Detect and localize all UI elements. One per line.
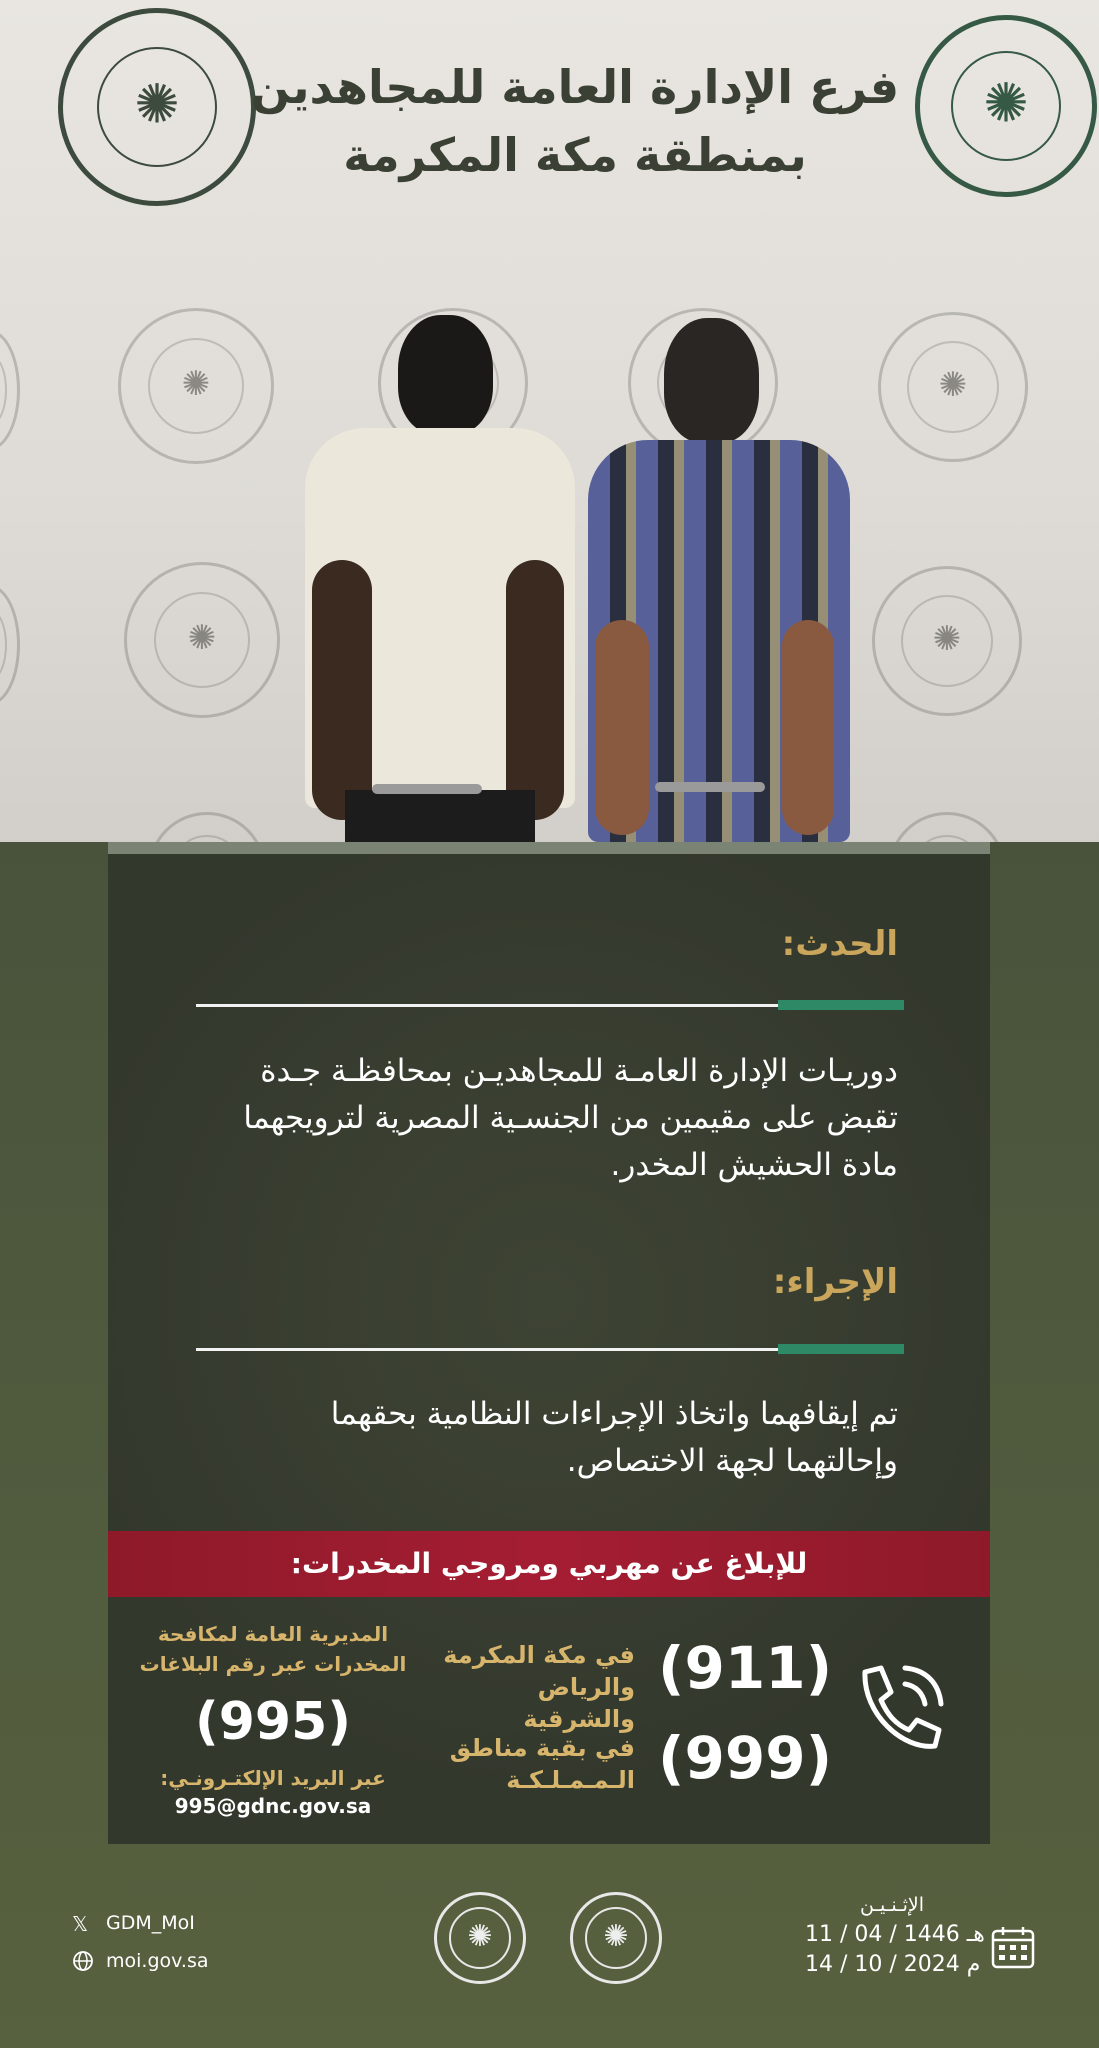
report-banner: للإبلاغ عن مهربي ومروجي المخدرات:: [108, 1531, 990, 1597]
wall-seal: [878, 312, 1028, 462]
wall-seal: [118, 308, 274, 464]
wall-seal: [0, 330, 20, 450]
moi-seal-left: [58, 8, 256, 206]
date-gregorian: 14 / 10 / 2024 م: [805, 1952, 981, 1977]
palm-emblem-icon: ✺: [187, 618, 217, 658]
hotline-911: (911): [658, 1634, 833, 1702]
wall-seal: [148, 812, 266, 842]
palm-emblem-icon: ✺: [134, 72, 180, 136]
detainee-pants: [345, 790, 535, 842]
date-day: الإثـنـيـن: [860, 1894, 925, 1916]
hotline-999-label-2: الـمـمـلـكـة: [506, 1766, 635, 1794]
hotline-999: (999): [658, 1724, 833, 1792]
arrest-photo: [0, 0, 1099, 842]
detainee-head: [398, 315, 493, 435]
detainee-arm: [782, 620, 834, 835]
action-line-2: وإحالتهما لجهة الاختصاص.: [566, 1443, 898, 1479]
moi-logo: [570, 1892, 662, 1984]
palm-emblem-icon: ✺: [467, 1918, 493, 1954]
handcuffs: [372, 784, 482, 794]
hotline-999-label-1: في بقية مناطق: [449, 1734, 635, 1762]
photo-title-line2: بمنطقة مكة المكرمة: [343, 128, 807, 182]
info-panel: [108, 842, 990, 1844]
event-line-2: تقبض على مقيمين من الجنسـية المصرية لترويجهما: [243, 1100, 898, 1136]
wall-seal: [872, 566, 1022, 716]
action-line-1: تم إيقافهما واتخاذ الإجراءات النظامية بحقهما: [330, 1396, 898, 1432]
event-divider-accent: [778, 1000, 904, 1010]
palm-emblem-icon: ✺: [603, 1918, 629, 1954]
calendar-icon: [990, 1924, 1036, 1970]
event-line-3: مادة الحشيش المخدر.: [610, 1147, 898, 1183]
gdnc-title-2: المخدرات عبر رقم البلاغات: [139, 1652, 407, 1676]
hotline-911-label-1: في مكة المكرمة: [443, 1641, 635, 1669]
phone-icon: [843, 1654, 953, 1764]
gdnc-email[interactable]: 995@gdnc.gov.sa: [174, 1794, 372, 1818]
date-hijri: 11 / 04 / 1446 هـ: [805, 1922, 985, 1947]
event-line-1: دوريـات الإدارة العامـة للمجاهديـن بمحافظـة جـدة: [260, 1053, 898, 1089]
globe-icon: [72, 1950, 94, 1972]
wall-seal: [0, 585, 20, 705]
event-divider: [196, 1004, 790, 1007]
x-handle[interactable]: GDM_MoI: [106, 1912, 195, 1934]
detainee-arm: [312, 560, 372, 820]
detainee-arm: [595, 620, 649, 835]
detainee-arm: [506, 560, 564, 820]
photo-title-line1: فرع الإدارة العامة للمجاهدين: [250, 60, 900, 114]
palm-emblem-icon: ✺: [938, 365, 968, 405]
action-heading: الإجراء:: [772, 1262, 898, 1302]
gdnc-title-1: المديرية العامة لمكافحة: [157, 1622, 389, 1646]
palm-emblem-icon: ✺: [181, 364, 211, 404]
action-divider-accent: [778, 1344, 904, 1354]
gdm-logo: [434, 1892, 526, 1984]
email-label: عبر البريد الإلكتـرونـي:: [160, 1766, 386, 1790]
detainee-head: [664, 318, 759, 443]
palm-emblem-icon: ✺: [932, 619, 962, 659]
handcuffs: [655, 782, 765, 792]
event-heading: الحدث:: [781, 924, 898, 964]
ministry-seal-right: [915, 15, 1097, 197]
x-logo-icon: 𝕏: [72, 1912, 89, 1936]
hotline-911-label-2: والرياض والشرقية: [523, 1673, 635, 1733]
wall-seal: [124, 562, 280, 718]
gdnc-hotline-995: (995): [194, 1692, 352, 1752]
action-divider: [196, 1348, 790, 1351]
palm-emblem-icon: ✺: [983, 71, 1029, 135]
wall-seal: [888, 812, 1006, 842]
website-link[interactable]: moi.gov.sa: [106, 1950, 209, 1972]
